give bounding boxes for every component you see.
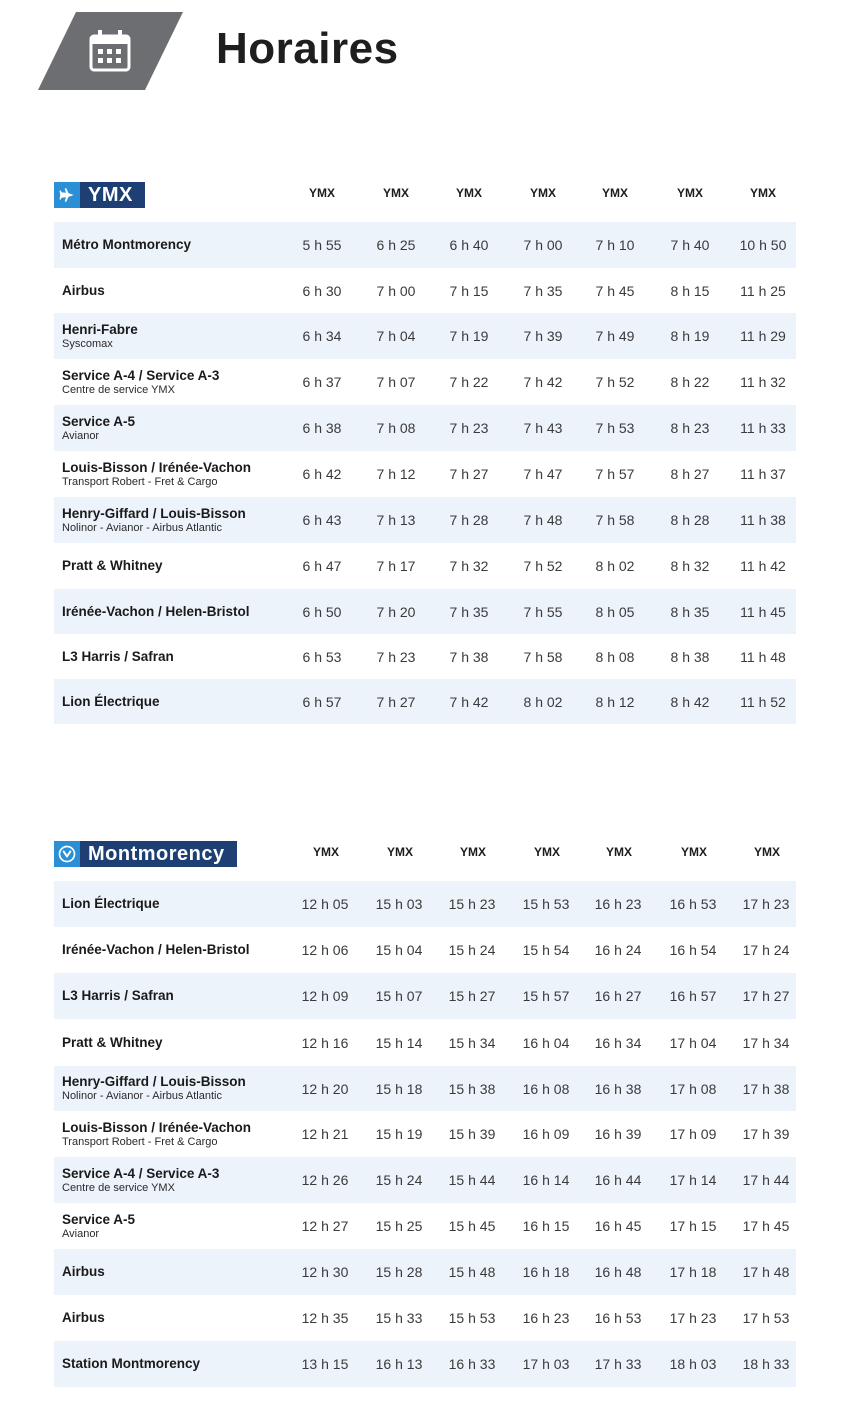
column-header: YMX xyxy=(749,186,776,200)
departure-time: 11 h 48 xyxy=(740,648,786,665)
stop-name: Airbus xyxy=(62,1264,105,1279)
table-row xyxy=(54,973,796,1019)
column-header: YMX xyxy=(605,845,632,859)
departure-time: 17 h 48 xyxy=(742,1264,790,1280)
departure-time: 16 h 23 xyxy=(522,1310,570,1326)
table-row xyxy=(54,1203,796,1249)
departure-time: 16 h 18 xyxy=(522,1264,570,1280)
departure-time: 7 h 58 xyxy=(595,512,635,528)
table-row xyxy=(54,1295,796,1341)
stop-name: Service A-5 xyxy=(62,413,136,429)
departure-time: 17 h 39 xyxy=(742,1126,790,1142)
departure-time: 17 h 38 xyxy=(742,1080,790,1097)
departure-time: 8 h 08 xyxy=(595,648,635,665)
departure-time: 15 h 25 xyxy=(375,1218,423,1234)
departure-time: 8 h 42 xyxy=(670,693,710,710)
departure-time: 7 h 15 xyxy=(449,282,489,299)
departure-time: 12 h 06 xyxy=(301,942,349,958)
departure-time: 17 h 24 xyxy=(742,942,790,958)
column-header: YMX xyxy=(753,845,780,859)
departure-time: 7 h 39 xyxy=(523,328,563,344)
table-row xyxy=(54,1111,796,1157)
departure-time: 10 h 50 xyxy=(739,237,787,253)
departure-time: 7 h 20 xyxy=(376,603,416,620)
departure-time: 7 h 08 xyxy=(376,420,416,436)
stop-cell xyxy=(62,359,298,405)
stop-name: Service A-4 / Service A-3 xyxy=(62,1165,220,1181)
departure-time: 7 h 40 xyxy=(670,237,710,253)
route-badge-label: Montmorency xyxy=(80,841,237,867)
departure-time: 16 h 33 xyxy=(448,1356,496,1372)
departure-time: 11 h 29 xyxy=(740,328,786,344)
departure-time: 17 h 34 xyxy=(742,1034,790,1051)
stop-subtitle: Centre de service YMX xyxy=(62,383,175,396)
departure-time: 6 h 47 xyxy=(302,558,342,574)
departure-time: 7 h 00 xyxy=(523,237,563,253)
departure-time: 7 h 19 xyxy=(449,328,489,344)
departure-time: 6 h 37 xyxy=(302,374,342,390)
departure-time: 15 h 54 xyxy=(522,942,570,958)
stop-name: Airbus xyxy=(62,1310,105,1325)
departure-time: 7 h 23 xyxy=(449,420,489,436)
departure-time: 7 h 55 xyxy=(523,603,563,620)
departure-time: 7 h 48 xyxy=(523,512,563,528)
stop-name: Station Montmorency xyxy=(62,1356,201,1371)
table-row xyxy=(54,405,796,451)
departure-time: 16 h 27 xyxy=(594,988,642,1004)
table-row xyxy=(54,1019,796,1066)
departure-time: 5 h 55 xyxy=(302,237,342,253)
departure-time: 6 h 34 xyxy=(302,328,342,344)
table-row xyxy=(54,589,796,634)
departure-time: 17 h 18 xyxy=(669,1264,717,1280)
stop-cell xyxy=(62,497,298,543)
departure-time: 7 h 53 xyxy=(595,420,635,436)
departure-time: 17 h 27 xyxy=(742,988,790,1004)
departure-time: 15 h 34 xyxy=(448,1034,496,1051)
departure-time: 7 h 13 xyxy=(376,512,416,528)
departure-time: 15 h 27 xyxy=(448,988,496,1004)
departure-time: 17 h 44 xyxy=(742,1172,790,1188)
departure-time: 11 h 32 xyxy=(740,374,786,390)
stop-cell xyxy=(62,973,298,1019)
stop-subtitle: Transport Robert - Fret & Cargo xyxy=(62,1135,218,1148)
stop-cell xyxy=(62,1157,298,1203)
departure-time: 13 h 15 xyxy=(301,1356,349,1372)
departure-time: 17 h 33 xyxy=(594,1356,642,1372)
stop-name: Lion Électrique xyxy=(62,896,160,911)
departure-time: 15 h 44 xyxy=(448,1172,496,1188)
stop-name: Lion Électrique xyxy=(62,693,160,709)
departure-time: 11 h 37 xyxy=(740,466,786,482)
departure-time: 17 h 09 xyxy=(669,1126,717,1142)
departure-time: 15 h 53 xyxy=(522,896,570,912)
departure-time: 8 h 38 xyxy=(670,648,710,665)
departure-time: 6 h 43 xyxy=(302,512,342,528)
column-header: YMX xyxy=(308,186,335,200)
stop-cell xyxy=(62,679,298,724)
table-row xyxy=(54,313,796,359)
table-row xyxy=(54,927,796,973)
departure-time: 12 h 20 xyxy=(301,1080,349,1097)
column-header: YMX xyxy=(676,186,703,200)
departure-time: 16 h 57 xyxy=(669,988,717,1004)
table-row xyxy=(54,497,796,543)
departure-time: 15 h 24 xyxy=(375,1172,423,1188)
stop-name: Louis-Bisson / Irénée-Vachon xyxy=(62,1119,252,1135)
stop-cell xyxy=(62,589,298,634)
departure-time: 12 h 35 xyxy=(301,1310,349,1326)
departure-time: 15 h 28 xyxy=(375,1264,423,1280)
table-row xyxy=(54,1249,796,1295)
departure-time: 15 h 45 xyxy=(448,1218,496,1234)
stop-cell xyxy=(62,268,298,313)
departure-time: 15 h 33 xyxy=(375,1310,423,1326)
departure-time: 16 h 54 xyxy=(669,942,717,958)
departure-time: 15 h 38 xyxy=(448,1080,496,1097)
departure-time: 18 h 33 xyxy=(742,1356,790,1372)
stop-cell xyxy=(62,1295,298,1341)
departure-time: 16 h 04 xyxy=(522,1034,570,1051)
column-header: YMX xyxy=(533,845,560,859)
departure-time: 7 h 52 xyxy=(595,374,635,390)
departure-time: 7 h 35 xyxy=(523,282,563,299)
departure-time: 15 h 04 xyxy=(375,942,423,958)
column-header: YMX xyxy=(529,186,556,200)
table-row xyxy=(54,451,796,497)
departure-time: 11 h 52 xyxy=(740,693,786,710)
stop-cell xyxy=(62,1066,298,1111)
stop-subtitle: Avianor xyxy=(62,429,100,442)
departure-time: 15 h 19 xyxy=(375,1126,423,1142)
departure-time: 16 h 13 xyxy=(375,1356,423,1372)
departure-time: 16 h 09 xyxy=(522,1126,570,1142)
departure-time: 16 h 44 xyxy=(594,1172,642,1188)
departure-time: 16 h 15 xyxy=(522,1218,570,1234)
departure-time: 15 h 07 xyxy=(375,988,423,1004)
departure-time: 8 h 27 xyxy=(670,466,710,482)
departure-time: 17 h 23 xyxy=(742,896,790,912)
departure-time: 7 h 42 xyxy=(449,693,489,710)
stop-name: Métro Montmorency xyxy=(62,237,192,252)
column-header: YMX xyxy=(455,186,482,200)
departure-time: 7 h 10 xyxy=(595,237,635,253)
departure-time: 8 h 15 xyxy=(670,282,710,299)
departure-time: 18 h 03 xyxy=(669,1356,717,1372)
stop-subtitle: Transport Robert - Fret & Cargo xyxy=(62,475,218,488)
departure-time: 6 h 40 xyxy=(449,237,489,253)
departure-time: 7 h 07 xyxy=(376,374,416,390)
column-headers xyxy=(54,839,796,865)
departure-time: 15 h 18 xyxy=(375,1080,423,1097)
departure-time: 11 h 42 xyxy=(740,558,786,574)
departure-time: 8 h 32 xyxy=(670,558,710,574)
table-row xyxy=(54,634,796,679)
departure-time: 16 h 53 xyxy=(594,1310,642,1326)
stop-cell xyxy=(62,1203,298,1249)
departure-time: 7 h 42 xyxy=(523,374,563,390)
departure-time: 7 h 47 xyxy=(523,466,563,482)
stop-cell xyxy=(62,927,298,973)
stop-name: L3 Harris / Safran xyxy=(62,988,174,1003)
departure-time: 17 h 45 xyxy=(742,1218,790,1234)
departure-time: 17 h 14 xyxy=(669,1172,717,1188)
stop-cell xyxy=(62,881,298,927)
departure-time: 11 h 38 xyxy=(740,512,786,528)
departure-time: 6 h 42 xyxy=(302,466,342,482)
table-row xyxy=(54,222,796,268)
stop-name: Pratt & Whitney xyxy=(62,558,163,573)
departure-time: 17 h 23 xyxy=(669,1310,717,1326)
departure-time: 7 h 00 xyxy=(376,282,416,299)
departure-time: 16 h 23 xyxy=(594,896,642,912)
departure-time: 7 h 27 xyxy=(376,693,416,710)
column-header: YMX xyxy=(459,845,486,859)
departure-time: 7 h 23 xyxy=(376,648,416,665)
stop-cell xyxy=(62,1341,298,1387)
departure-time: 15 h 39 xyxy=(448,1126,496,1142)
departure-time: 16 h 34 xyxy=(594,1034,642,1051)
column-header: YMX xyxy=(382,186,409,200)
departure-time: 7 h 35 xyxy=(449,603,489,620)
departure-time: 17 h 04 xyxy=(669,1034,717,1051)
departure-time: 16 h 14 xyxy=(522,1172,570,1188)
departure-time: 17 h 03 xyxy=(522,1356,570,1372)
departure-time: 15 h 14 xyxy=(375,1034,423,1051)
header-badge xyxy=(38,12,183,90)
departure-time: 15 h 24 xyxy=(448,942,496,958)
departure-time: 7 h 49 xyxy=(595,328,635,344)
departure-time: 12 h 21 xyxy=(301,1126,349,1142)
column-headers xyxy=(54,180,796,206)
departure-time: 15 h 23 xyxy=(448,896,496,912)
departure-time: 7 h 45 xyxy=(595,282,635,299)
departure-time: 8 h 23 xyxy=(670,420,710,436)
departure-time: 7 h 27 xyxy=(449,466,489,482)
departure-time: 8 h 02 xyxy=(523,693,563,710)
departure-time: 16 h 08 xyxy=(522,1080,570,1097)
departure-time: 7 h 04 xyxy=(376,328,416,344)
departure-time: 6 h 38 xyxy=(302,420,342,436)
departure-time: 11 h 45 xyxy=(740,603,786,620)
departure-time: 16 h 45 xyxy=(594,1218,642,1234)
departure-time: 6 h 50 xyxy=(302,603,342,620)
departure-time: 12 h 09 xyxy=(301,988,349,1004)
stop-cell xyxy=(62,543,298,589)
table-row xyxy=(54,1066,796,1111)
stop-cell xyxy=(62,1249,298,1295)
stop-subtitle: Avianor xyxy=(62,1227,100,1240)
stop-subtitle: Nolinor - Avianor - Airbus Atlantic xyxy=(62,521,222,534)
column-header: YMX xyxy=(680,845,707,859)
departure-time: 12 h 27 xyxy=(301,1218,349,1234)
departure-time: 15 h 57 xyxy=(522,988,570,1004)
stop-subtitle: Centre de service YMX xyxy=(62,1181,175,1194)
table-row xyxy=(54,1341,796,1387)
departure-time: 8 h 19 xyxy=(670,328,710,344)
departure-time: 7 h 57 xyxy=(595,466,635,482)
departure-time: 16 h 39 xyxy=(594,1126,642,1142)
departure-time: 16 h 48 xyxy=(594,1264,642,1280)
departure-time: 15 h 53 xyxy=(448,1310,496,1326)
stop-cell xyxy=(62,222,298,268)
departure-time: 15 h 48 xyxy=(448,1264,496,1280)
stop-cell xyxy=(62,405,298,451)
departure-time: 8 h 12 xyxy=(595,693,635,710)
stop-name: Louis-Bisson / Irénée-Vachon xyxy=(62,459,252,475)
table-row xyxy=(54,881,796,927)
stop-subtitle: Syscomax xyxy=(62,337,113,350)
column-header: YMX xyxy=(601,186,628,200)
departure-time: 8 h 05 xyxy=(595,603,635,620)
stop-name: Henry-Giffard / Louis-Bisson xyxy=(62,1074,246,1089)
departure-time: 12 h 05 xyxy=(301,896,349,912)
departure-time: 8 h 35 xyxy=(670,603,710,620)
stop-name: Airbus xyxy=(62,282,105,298)
departure-time: 8 h 22 xyxy=(670,374,710,390)
stop-name: Henry-Giffard / Louis-Bisson xyxy=(62,505,246,521)
stop-cell xyxy=(62,313,298,359)
departure-time: 11 h 25 xyxy=(740,282,786,299)
departure-time: 17 h 08 xyxy=(669,1080,717,1097)
departure-time: 16 h 38 xyxy=(594,1080,642,1097)
departure-time: 7 h 32 xyxy=(449,558,489,574)
departure-time: 7 h 17 xyxy=(376,558,416,574)
departure-time: 15 h 03 xyxy=(375,896,423,912)
calendar-icon xyxy=(38,12,183,90)
departure-time: 12 h 26 xyxy=(301,1172,349,1188)
departure-time: 7 h 43 xyxy=(523,420,563,436)
departure-time: 6 h 57 xyxy=(302,693,342,710)
column-header: YMX xyxy=(386,845,413,859)
schedule-table xyxy=(54,222,796,724)
schedule-table xyxy=(54,881,796,1387)
table-row xyxy=(54,359,796,405)
departure-time: 8 h 02 xyxy=(595,558,635,574)
table-row xyxy=(54,679,796,724)
column-header: YMX xyxy=(312,845,339,859)
departure-time: 7 h 22 xyxy=(449,374,489,390)
stop-subtitle: Nolinor - Avianor - Airbus Atlantic xyxy=(62,1090,222,1102)
table-row xyxy=(54,543,796,589)
stop-name: Irénée-Vachon / Helen-Bristol xyxy=(62,942,250,957)
departure-time: 8 h 28 xyxy=(670,512,710,528)
table-row xyxy=(54,1157,796,1203)
departure-time: 16 h 53 xyxy=(669,896,717,912)
departure-time: 17 h 15 xyxy=(669,1218,717,1234)
departure-time: 11 h 33 xyxy=(740,420,786,436)
stop-name: Henri-Fabre xyxy=(62,321,138,337)
departure-time: 6 h 25 xyxy=(376,237,416,253)
departure-time: 12 h 16 xyxy=(301,1034,349,1051)
departure-time: 7 h 52 xyxy=(523,558,563,574)
departure-time: 7 h 58 xyxy=(523,648,563,665)
page-title: Horaires xyxy=(216,24,399,73)
departure-time: 16 h 24 xyxy=(594,942,642,958)
departure-time: 6 h 30 xyxy=(302,282,342,299)
table-row xyxy=(54,268,796,313)
stop-name: Service A-5 xyxy=(62,1211,136,1227)
stop-name: Irénée-Vachon / Helen-Bristol xyxy=(62,603,250,619)
stop-cell xyxy=(62,1019,298,1066)
departure-time: 7 h 38 xyxy=(449,648,489,665)
stop-cell xyxy=(62,1111,298,1157)
stop-cell xyxy=(62,451,298,497)
stop-name: L3 Harris / Safran xyxy=(62,648,174,664)
stop-cell xyxy=(62,634,298,679)
departure-time: 12 h 30 xyxy=(301,1264,349,1280)
departure-time: 7 h 12 xyxy=(376,466,416,482)
departure-time: 6 h 53 xyxy=(302,648,342,665)
departure-time: 7 h 28 xyxy=(449,512,489,528)
route-badge-label: YMX xyxy=(80,182,145,208)
departure-time: 17 h 53 xyxy=(742,1310,790,1326)
stop-name: Pratt & Whitney xyxy=(62,1034,163,1050)
stop-name: Service A-4 / Service A-3 xyxy=(62,367,220,383)
